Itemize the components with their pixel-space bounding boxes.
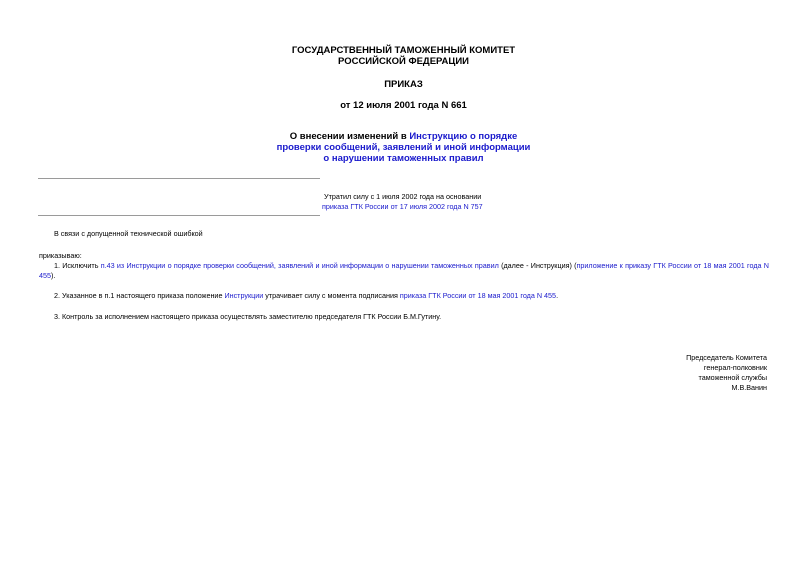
status-rule-top [38,178,320,179]
status-text: Утратил силу с 1 июля 2002 года на основании [324,192,482,201]
org-name-line2: РОССИЙСКОЙ ФЕДЕРАЦИИ [337,56,469,67]
item1-middle: (далее - Инструкция) ( [498,261,577,270]
order-item-1 [39,261,769,281]
instruction-link-line3[interactable]: о нарушении таможенных правил [323,153,484,164]
item1-suffix: ). [51,271,56,280]
repeal-order-link[interactable]: приказа ГТК России от 17 июля 2002 года N 757 [322,202,483,211]
item2-instruction-link[interactable]: Инструкции [224,291,264,300]
signature-name: М.В.Ванин [731,383,767,392]
order-word: приказываю: [39,251,82,260]
status-rule-bottom [38,215,320,216]
org-name-line1: ГОСУДАРСТВЕННЫЙ ТАМОЖЕННЫЙ КОМИТЕТ [291,45,516,56]
correction-note: В связи с допущенной технической ошибкой [54,229,203,238]
order-item-3: 3. Контроль за исполнением настоящего приказа осуществлять заместителю председателя ГТК России Б.М.Гутину. [54,312,442,321]
item2-prefix: 2. Указанное в п.1 настоящего приказа положение [54,291,225,300]
signature-block [686,353,767,393]
document-title [0,131,807,164]
document-type: ПРИКАЗ [384,79,423,90]
signature-position: Председатель Комитета [686,353,767,362]
item1-instruction-link[interactable]: п.43 из Инструкции о порядке проверки сообщений, заявлений и иной информации о нарушении таможенных правил [100,261,499,270]
title-prefix: О внесении изменений в [289,131,410,142]
organization-header [0,45,807,67]
signature-rank: генерал-полковник [703,363,767,372]
item1-annex-link[interactable]: приложение к приказу ГТК России от 18 мая 2001 года N 455 [39,261,769,280]
instruction-link-line2[interactable]: проверки сообщений, заявлений и иной информации [276,142,531,153]
instruction-link[interactable]: Инструкцию о порядке [409,131,518,142]
title-line1 [0,131,807,142]
item2-suffix: . [556,291,559,300]
item2-order-link[interactable]: приказа ГТК России от 18 мая 2001 года N 455 [399,291,557,300]
item1-prefix: 1. Исключить [54,261,101,270]
item2-middle: утрачивает силу с момента подписания [263,291,400,300]
order-item-2 [54,291,558,301]
signature-service: таможенной службы [698,373,767,382]
document-date: от 12 июля 2001 года N 661 [340,100,467,111]
